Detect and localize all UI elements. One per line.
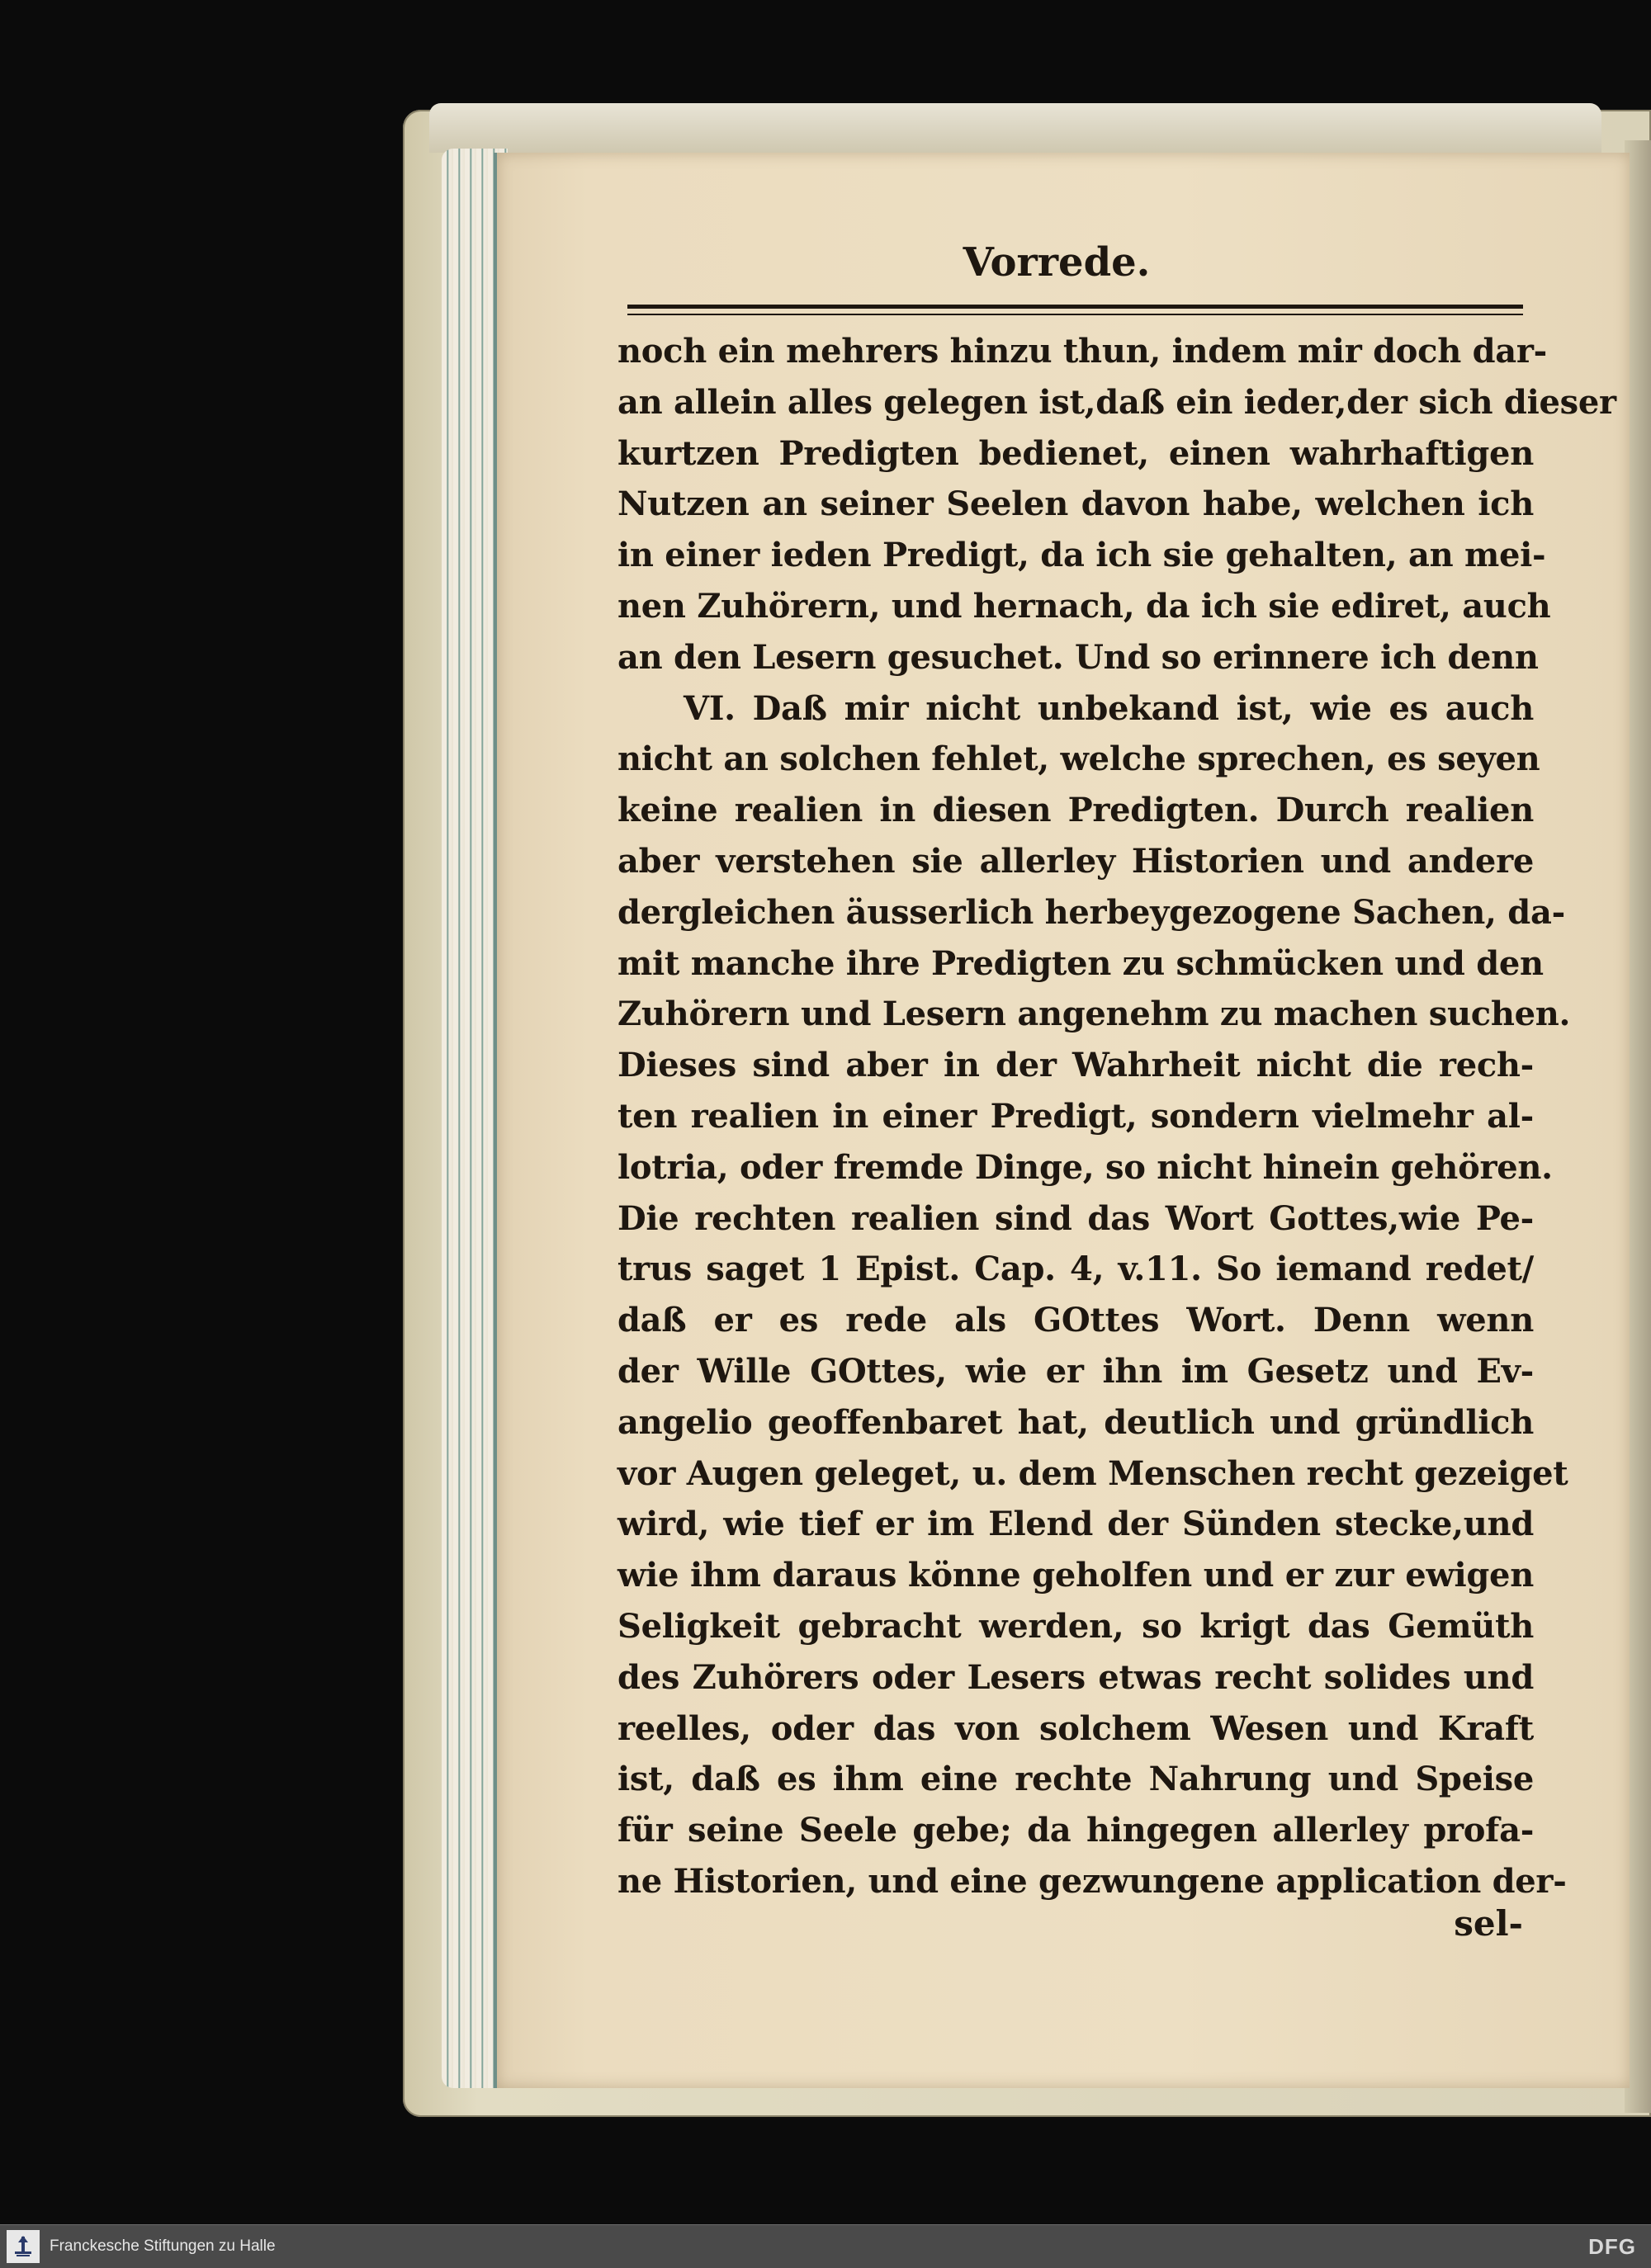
text-line: wie ihm daraus könne geholfen und er zur ewigen [617,1556,1534,1595]
page-text [617,326,1616,1907]
text-line: nen Zuhörern, und hernach, da ich sie ediret, auch [617,586,1551,626]
text-line: Nutzen an seiner Seelen davon habe, welchen ich [617,484,1534,524]
text-line: dergleichen äusserlich herbeygezogene Sachen, da- [617,892,1565,932]
text-line: VI. Daß mir nicht unbekand ist, wie es auch [684,688,1534,728]
text-line: aber verstehen sie allerley Historien und andere [617,841,1534,881]
text-line: des Zuhörers oder Lesers etwas recht solides und [617,1657,1534,1697]
text-line: angelio geoffenbaret hat, deutlich und gründlich [617,1402,1534,1442]
book-cover-top [429,103,1601,153]
text-line: keine realien in diesen Predigten. Durch realien [617,791,1534,830]
text-line: Dieses sind aber in der Wahrheit nicht die rech- [617,1046,1534,1085]
text-line: wird, wie tief er im Elend der Sünden stecke,und [617,1505,1534,1544]
text-line: ne Historien, und eine gezwungene application der- [617,1861,1567,1901]
text-line: nicht an solchen fehlet, welche sprechen, es seyen [617,739,1540,779]
dfg-logo: DFG [1588,2234,1636,2259]
text-line: daß er es rede als GOttes Wort. Denn wenn [617,1301,1534,1340]
text-line: lotria, oder fremde Dinge, so nicht hinein gehören. [617,1147,1553,1187]
page-header: Vorrede. [963,239,1151,286]
text-line: vor Augen geleget, u. dem Menschen recht gezeiget [617,1453,1568,1493]
viewer-footer [0,2224,1651,2268]
text-line: mit manche ihre Predigten zu schmücken und den [617,943,1544,983]
text-line: reelles, oder das von solchem Wesen und Kraft [617,1708,1534,1748]
text-line: kurtzen Predigten bedienet, einen wahrhaftigen [617,433,1534,473]
header-rule [627,305,1523,315]
text-line: an allein alles gelegen ist,daß ein ieder,der sich dieser [617,382,1616,422]
text-line: noch ein mehrers hinzu thun, indem mir doch dar- [617,332,1547,371]
text-line: an den Lesern gesuchet. Und so erinnere ich denn [617,637,1539,677]
text-line: Zuhörern und Lesern angenehm zu machen suchen. [617,995,1571,1034]
catchword: sel- [1454,1903,1523,1944]
text-line: der Wille GOttes, wie er ihn im Gesetz und Ev- [617,1351,1534,1391]
text-line: ten realien in einer Predigt, sondern vielmehr al- [617,1096,1534,1136]
text-line: ist, daß es ihm eine rechte Nahrung und Speise [617,1760,1534,1799]
text-line: für seine Seele gebe; da hingegen allerley profa- [617,1811,1534,1850]
institution-label: Franckesche Stiftungen zu Halle [50,2237,276,2255]
institution-logo-icon [7,2230,40,2263]
text-line: Die rechten realien sind das Wort Gottes,wie Pe- [617,1198,1534,1238]
text-line: trus saget 1 Epist. Cap. 4, v.11. So iemand redet/ [617,1250,1534,1289]
text-line: in einer ieden Predigt, da ich sie gehalten, an mei- [617,536,1546,575]
text-line: Seligkeit gebracht werden, so krigt das Gemüth [617,1606,1534,1646]
